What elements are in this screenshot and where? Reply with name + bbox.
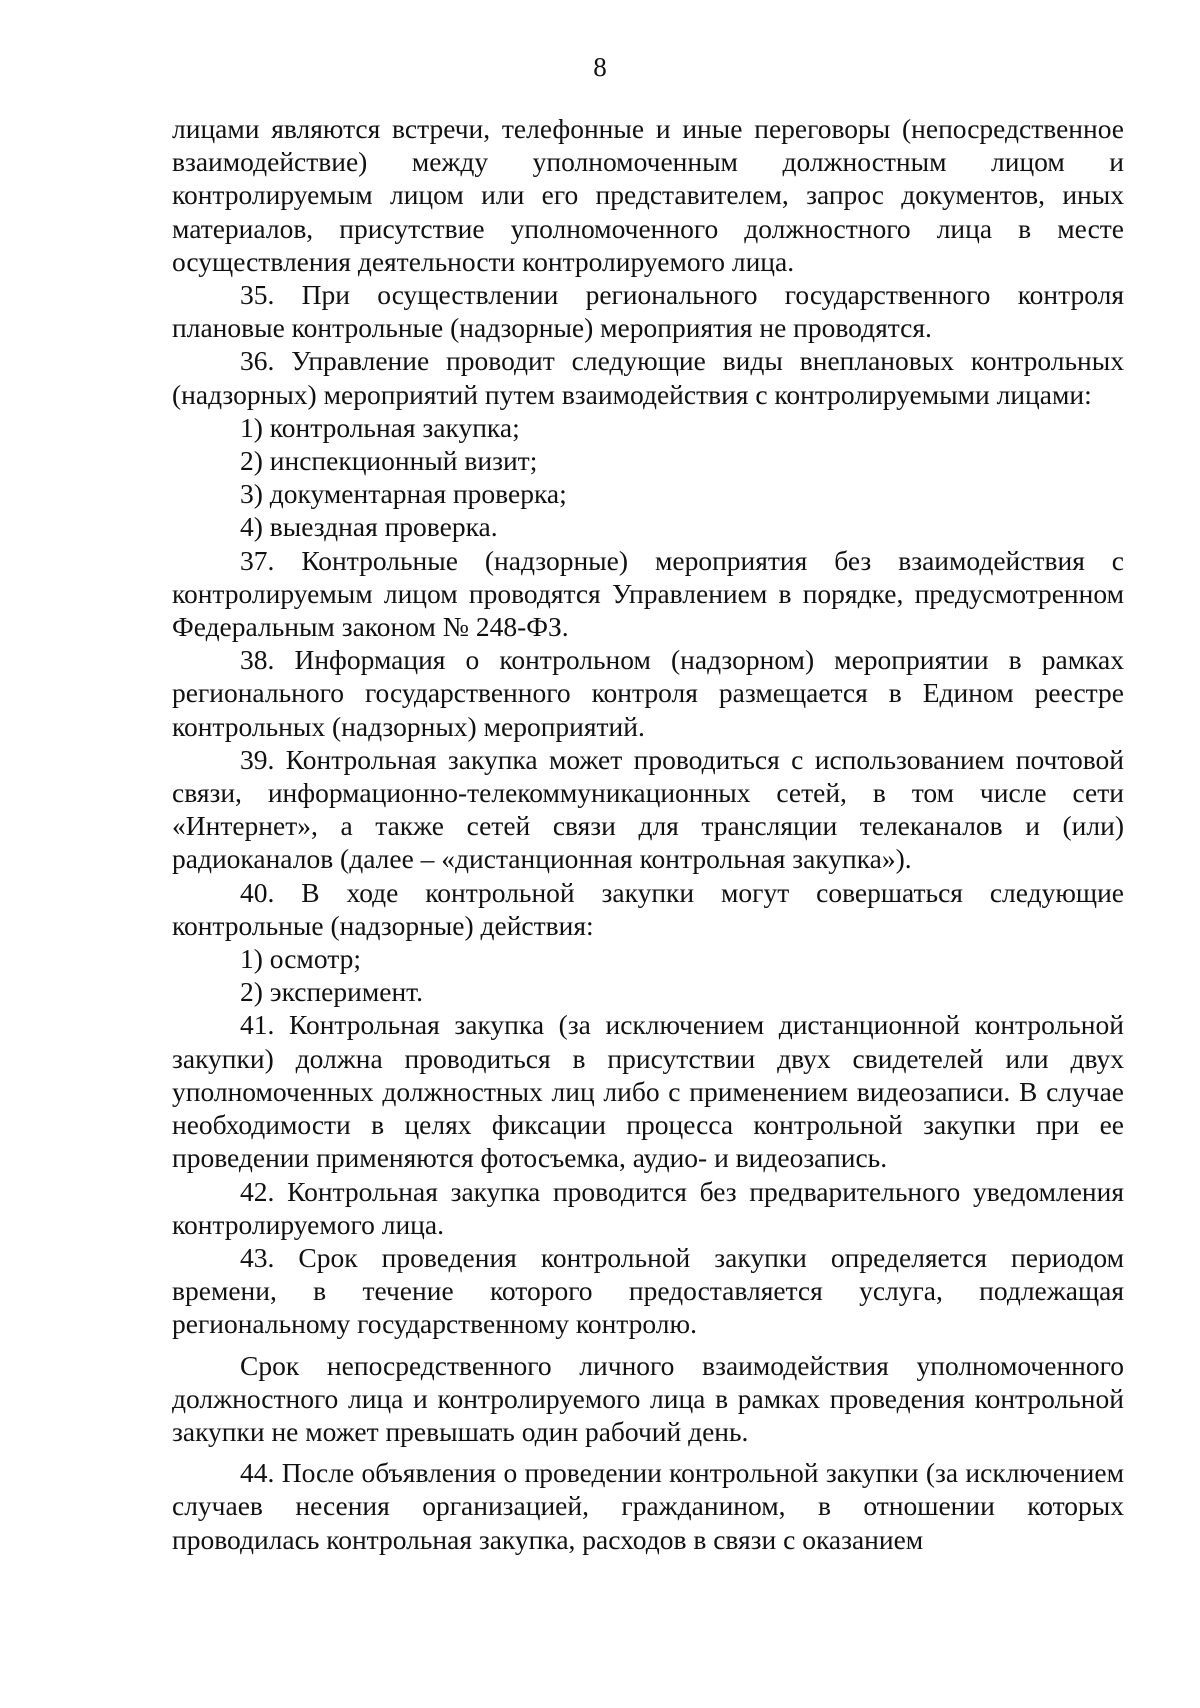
paragraph-37: 37. Контрольные (надзорные) мероприятия без взаимодействия с контролируемым лицом проводятся Управлением в порядке, предусмотренном Федеральным законом № 248-ФЗ. [172,544,1124,643]
list-item-inspection: 1) осмотр; [240,943,361,975]
list-item-experiment: 2) эксперимент. [240,976,424,1008]
paragraph-41: 41. Контрольная закупка (за исключением дистанционной контрольной закупки) должна проводиться в присутствии двух свидетелей или двух уполномоченных должностных лиц либо с применением видеозаписи. В случае необходимости в целях фиксации процесса контрольной закупки при ее проведении применяются фотосъемка, аудио- и видеозапись. [172,1009,1124,1174]
list-item-field-check: 4) выездная проверка. [240,511,498,543]
paragraph-43-continuation: Срок непосредственного личного взаимодействия уполномоченного должностного лица и контролируемого лица в рамках проведения контрольной закупки не может превышать один рабочий день. [172,1349,1124,1447]
paragraph-36: 36. Управление проводит следующие виды внеплановых контрольных (надзорных) мероприятий путем взаимодействия с контролируемыми лицами: [172,345,1124,410]
paragraph-38: 38. Информация о контрольном (надзорном) мероприятии в рамках регионального государственного контроля размещается в Едином реестре контрольных (надзорных) мероприятий. [172,644,1124,742]
paragraph-continuation: лицами являются встречи, телефонные и иные переговоры (непосредственное взаимодействие) между уполномоченным должностным лицом и контролируемым лицом или его представителем, запрос документов, иных материалов, присутствие уполномоченного должностного лица в месте осуществления деятельности контролируемого лица. [172,113,1124,277]
page-number: 8 [593,52,607,82]
paragraph-44: 44. После объявления о проведении контрольной закупки (за исключением случаев несения организацией, гражданином, в отношении которых проводилась контрольная закупка, расходов в связи с оказанием [172,1457,1124,1555]
list-item-documentary-check: 3) документарная проверка; [240,478,567,510]
paragraph-42: 42. Контрольная закупка проводится без предварительного уведомления контролируемого лица. [172,1175,1124,1240]
paragraph-39: 39. Контрольная закупка может проводиться с использованием почтовой связи, информационно-телекоммуникационных сетей, в том числе сети «Интернет», а также сетей связи для трансляции телеканалов и (или) радиоканалов (далее – «дистанционная контрольная закупка»). [172,743,1124,875]
list-item-inspection-visit: 2) инспекционный визит; [240,445,538,477]
paragraph-40: 40. В ходе контрольной закупки могут совершаться следующие контрольные (надзорные) действия: [172,876,1124,941]
list-item-control-purchase: 1) контрольная закупка; [240,411,520,443]
paragraph-35: 35. При осуществлении регионального государственного контроля плановые контрольные (надзорные) мероприятия не проводятся. [172,279,1124,344]
document-body [172,112,1124,1556]
paragraph-43: 43. Срок проведения контрольной закупки определяется периодом времени, в течение которого предоставляется услуга, подлежащая региональному государственному контролю. [172,1241,1124,1340]
